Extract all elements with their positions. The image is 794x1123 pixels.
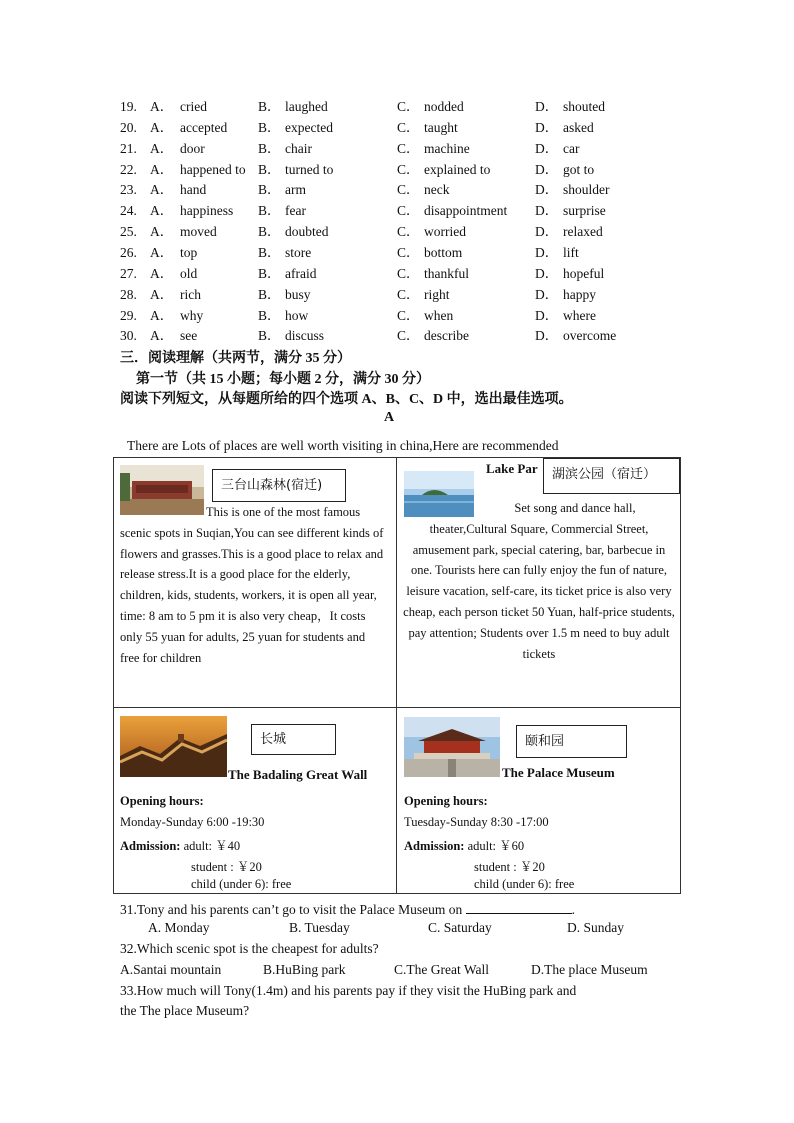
option-letter: A． <box>150 161 174 177</box>
section-heading: 三．阅读理解（共两节，满分 35 分） <box>120 351 351 366</box>
option-text[interactable]: nodded <box>424 99 464 114</box>
option-letter: B． <box>258 161 281 177</box>
option-text[interactable]: moved <box>180 224 217 240</box>
question-number: 24. <box>120 203 137 219</box>
q31-option-d[interactable]: D. Sunday <box>567 920 624 935</box>
q32-option-a[interactable]: A.Santai mountain <box>120 962 222 977</box>
question-option-row <box>120 222 680 242</box>
question-option-row <box>120 118 680 138</box>
option-letter: C． <box>397 224 420 240</box>
question-option-row <box>120 201 680 221</box>
option-text[interactable]: disappointment <box>424 203 508 219</box>
option-letter: A． <box>150 328 174 344</box>
question-number: 30. <box>120 328 137 344</box>
option-text[interactable]: cried <box>180 99 207 114</box>
option-letter: D． <box>535 224 559 240</box>
option-text[interactable]: machine <box>424 140 470 156</box>
option-letter: B． <box>258 244 281 260</box>
great-wall-photo <box>120 716 227 777</box>
palace-museum-student-price: student : ￥20 <box>474 860 545 874</box>
option-text[interactable]: happiness <box>180 203 234 219</box>
option-letter: B． <box>258 328 281 344</box>
option-letter: D． <box>535 286 559 302</box>
option-text[interactable]: asked <box>563 119 594 135</box>
option-text[interactable]: overcome <box>563 328 617 344</box>
option-letter: D． <box>535 328 559 344</box>
option-text[interactable]: laughed <box>285 99 328 114</box>
option-text[interactable]: discuss <box>285 328 325 344</box>
question-option-row <box>120 264 680 284</box>
option-letter: A． <box>150 307 174 323</box>
lake-park-title: Lake Par <box>486 461 538 476</box>
option-letter: B． <box>258 203 281 219</box>
palace-museum-admission-label: Admission: <box>404 839 465 853</box>
option-letter: A． <box>150 265 174 281</box>
option-letter: D． <box>535 99 559 114</box>
option-letter: A． <box>150 119 174 135</box>
q31-option-b[interactable]: B. Tuesday <box>289 920 350 935</box>
option-letter: C． <box>397 265 420 281</box>
palace-museum-admission <box>404 836 524 854</box>
question-option-row <box>120 160 680 180</box>
question-number: 23. <box>120 182 137 198</box>
option-text[interactable]: worried <box>424 224 466 240</box>
great-wall-child-price: child (under 6): free <box>191 877 292 891</box>
palace-museum-title: The Palace Museum <box>502 765 615 780</box>
option-text[interactable]: doubted <box>285 224 329 240</box>
option-text[interactable]: happened to <box>180 161 246 177</box>
option-text[interactable]: when <box>424 307 454 323</box>
option-text[interactable]: arm <box>285 182 306 198</box>
question-number: 25. <box>120 224 137 240</box>
option-letter: D． <box>535 140 559 156</box>
q31-option-c[interactable]: C. Saturday <box>428 920 492 935</box>
option-letter: A． <box>150 224 174 240</box>
q32-option-b[interactable]: B.HuBing park <box>263 962 346 977</box>
option-text[interactable]: right <box>424 286 450 302</box>
option-text[interactable]: shouted <box>563 99 605 114</box>
question-31-blank[interactable] <box>466 899 572 914</box>
great-wall-admission-label: Admission: <box>120 839 181 853</box>
option-letter: D． <box>535 203 559 219</box>
option-text[interactable]: see <box>180 328 198 344</box>
option-text[interactable]: door <box>180 140 205 156</box>
q31-option-a[interactable]: A. Monday <box>148 920 210 935</box>
question-33-line2: the The place Museum? <box>120 1003 250 1018</box>
option-text[interactable]: rich <box>180 286 201 302</box>
great-wall-student-price: student : ￥20 <box>191 860 262 874</box>
option-text[interactable]: hopeful <box>563 265 605 281</box>
option-text[interactable]: shoulder <box>563 182 610 198</box>
palace-museum-adult-price: adult: ￥60 <box>467 839 525 853</box>
passage-intro: There are Lots of places are well worth visiting in china,Here are recommended <box>127 438 559 453</box>
question-number: 19. <box>120 99 137 114</box>
table-divider-vertical <box>396 457 397 894</box>
santai-label: 三台山森林(宿迁) <box>212 469 346 502</box>
option-text[interactable]: turned to <box>285 161 334 177</box>
lake-park-description <box>403 498 675 664</box>
lake-park-text: Set song and dance hall, theater,Cultural Square, Commercial Street, amusement park, special catering, bar, barbecue in one. Tourists here can fully enjoy the fun of nature, leisure vacation, self-care, its ticket price is also very cheap, each person ticket 50 Yuan, half-price students, pay attention; Students over 1.5 m need to buy adult tickets <box>403 501 675 661</box>
option-letter: D． <box>535 244 559 260</box>
question-number: 29. <box>120 307 137 323</box>
option-letter: C． <box>397 244 420 260</box>
question-option-row <box>120 285 680 305</box>
option-text[interactable]: got to <box>563 161 595 177</box>
palace-museum-hours: Tuesday-Sunday 8:30 -17:00 <box>404 815 549 829</box>
lake-park-label: 湖滨公园（宿迁） <box>543 458 680 494</box>
option-letter: A． <box>150 140 174 156</box>
option-letter: C． <box>397 161 420 177</box>
option-letter: B． <box>258 119 281 135</box>
option-letter: D． <box>535 182 559 198</box>
option-letter: A． <box>150 99 174 114</box>
option-text[interactable]: relaxed <box>563 224 603 240</box>
option-text[interactable]: store <box>285 244 312 260</box>
question-option-row <box>120 326 680 346</box>
option-text[interactable]: chair <box>285 140 312 156</box>
option-text[interactable]: surprise <box>563 203 606 219</box>
option-letter: B． <box>258 307 281 323</box>
question-32: 32.Which scenic spot is the cheapest for adults? <box>120 941 379 956</box>
option-letter: B． <box>258 286 281 302</box>
question-option-row <box>120 243 680 263</box>
instruction-text: 阅读下列短文，从每题所给的四个选项 A、B、C、D 中，选出最佳选项。 <box>120 392 573 407</box>
great-wall-hours: Monday-Sunday 6:00 -19:30 <box>120 815 265 829</box>
option-text[interactable]: accepted <box>180 119 228 135</box>
q32-option-d[interactable]: D.The place Museum <box>531 962 648 977</box>
option-text[interactable]: bottom <box>424 244 463 260</box>
option-letter: B． <box>258 140 281 156</box>
option-text[interactable]: where <box>563 307 596 323</box>
question-option-row <box>120 180 680 200</box>
question-number: 21. <box>120 140 137 156</box>
option-text[interactable]: describe <box>424 328 469 344</box>
question-31-text: 31.Tony and his parents can’t go to visit the Palace Museum on <box>120 902 463 917</box>
option-letter: B． <box>258 182 281 198</box>
option-letter: B． <box>258 99 281 114</box>
option-text[interactable]: expected <box>285 119 333 135</box>
option-letter: D． <box>535 161 559 177</box>
part-one-heading: 第一节（共 15 小题；每小题 2 分，满分 30 分） <box>136 372 430 387</box>
option-text[interactable]: old <box>180 265 198 281</box>
great-wall-admission <box>120 836 240 854</box>
santai-description: This is one of the most famous scenic spots in Suqian,You can see different kinds of flowers and grasses.This is a good place to relax and release stress.It is a good place for the elderly, children, kids, students, workers, it is open all year, time: 8 am to 5 pm it is also very cheap，It costs only 55 yuan for adults, 25 yuan for students and free for children <box>120 505 384 665</box>
option-letter: C． <box>397 328 420 344</box>
option-letter: C． <box>397 307 420 323</box>
option-letter: B． <box>258 265 281 281</box>
question-31-end: . <box>571 902 575 917</box>
option-text[interactable]: neck <box>424 182 450 198</box>
option-text[interactable]: thankful <box>424 265 469 281</box>
great-wall-label: 长城 <box>251 724 336 755</box>
option-letter: A． <box>150 286 174 302</box>
great-wall-title: The Badaling Great Wall <box>228 767 368 782</box>
option-letter: C． <box>397 182 420 198</box>
option-letter: C． <box>397 140 420 156</box>
option-letter: A． <box>150 244 174 260</box>
option-text[interactable]: busy <box>285 286 311 302</box>
table-divider-horizontal <box>113 707 681 708</box>
palace-museum-label: 颐和园 <box>516 725 627 758</box>
question-option-row <box>120 306 680 326</box>
option-letter: A． <box>150 203 174 219</box>
option-text[interactable]: car <box>563 140 580 156</box>
option-text[interactable]: afraid <box>285 265 317 281</box>
option-text[interactable]: lift <box>563 244 579 260</box>
option-letter: B． <box>258 224 281 240</box>
option-letter: D． <box>535 307 559 323</box>
palace-museum-photo <box>404 717 500 777</box>
option-letter: D． <box>535 265 559 281</box>
q32-option-c[interactable]: C.The Great Wall <box>394 962 490 977</box>
question-number: 26. <box>120 244 137 260</box>
option-letter: C． <box>397 286 420 302</box>
option-letter: A． <box>150 182 174 198</box>
option-letter: C． <box>397 119 420 135</box>
passage-letter: A <box>384 410 395 425</box>
question-option-row <box>120 139 680 159</box>
option-text[interactable]: hand <box>180 182 207 198</box>
great-wall-hours-label: Opening hours: <box>120 794 204 808</box>
question-number: 20. <box>120 119 137 135</box>
option-letter: D． <box>535 119 559 135</box>
question-number: 22. <box>120 161 137 177</box>
option-letter: C． <box>397 203 420 219</box>
option-text[interactable]: why <box>180 307 204 323</box>
option-letter: C． <box>397 99 420 114</box>
option-text[interactable]: explained to <box>424 161 491 177</box>
question-31 <box>120 899 575 918</box>
great-wall-adult-price: adult: ￥40 <box>183 839 241 853</box>
question-number: 28. <box>120 286 137 302</box>
question-33-line1: 33.How much will Tony(1.4m) and his parents pay if they visit the HuBing park and <box>120 983 577 998</box>
palace-museum-hours-label: Opening hours: <box>404 794 488 808</box>
option-text[interactable]: fear <box>285 203 306 219</box>
question-number: 27. <box>120 265 137 281</box>
option-text[interactable]: happy <box>563 286 596 302</box>
question-option-row <box>120 97 680 117</box>
option-text[interactable]: how <box>285 307 309 323</box>
palace-museum-child-price: child (under 6): free <box>474 877 575 891</box>
option-text[interactable]: top <box>180 244 198 260</box>
option-text[interactable]: taught <box>424 119 458 135</box>
